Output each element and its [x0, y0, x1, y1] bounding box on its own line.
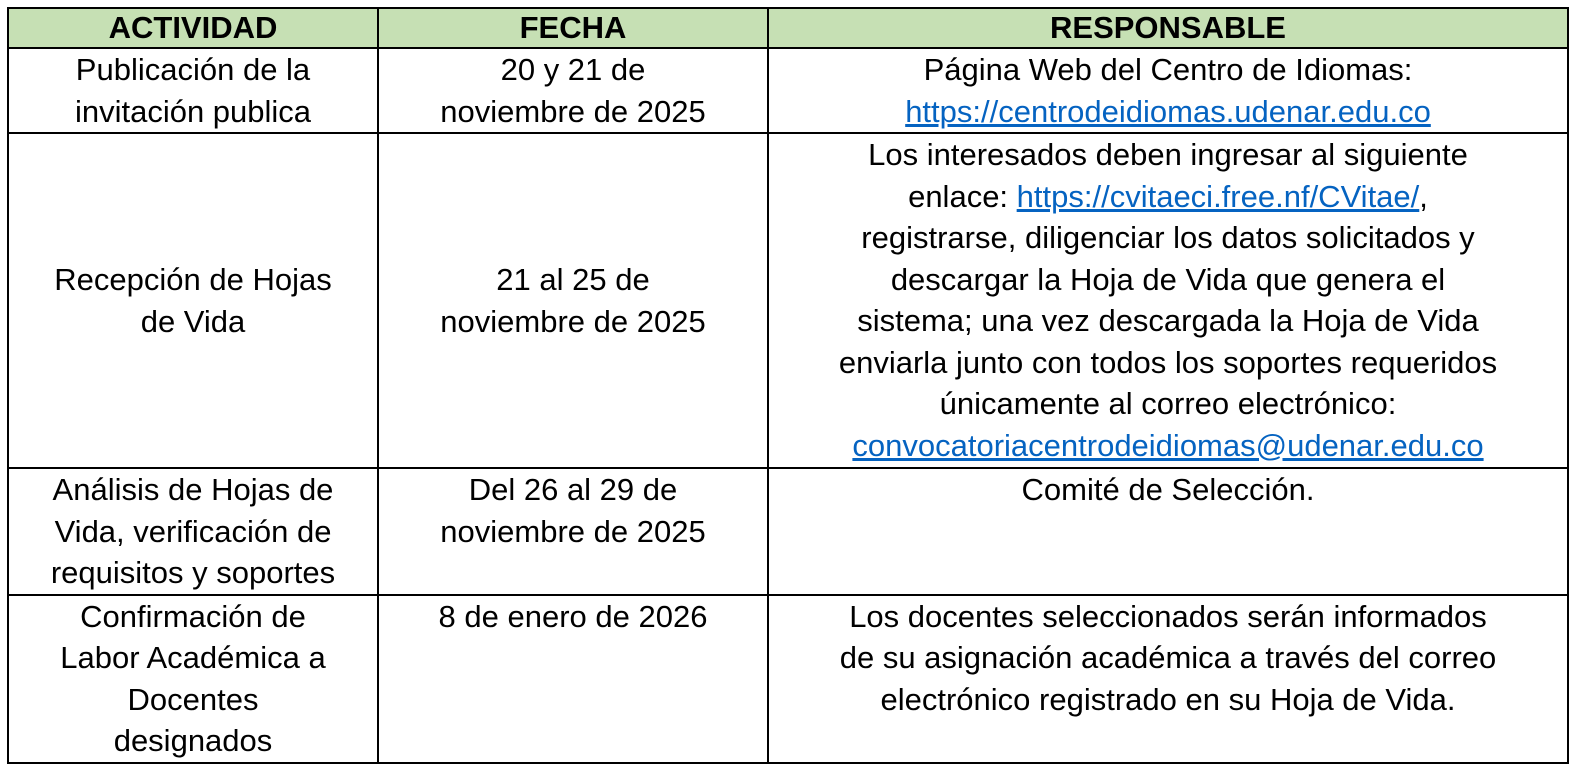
responsable-text: sistema; una vez descargada la Hoja de Vida: [857, 303, 1479, 338]
responsable-text: únicamente al correo electrónico:: [939, 386, 1397, 421]
responsable-cell: [768, 133, 1568, 468]
actividad-text: invitación publica: [74, 93, 312, 129]
actividad-text: Vida, verificación de: [54, 513, 332, 549]
actividad-text: Recepción de Hojas: [54, 262, 332, 297]
responsable-text: registrarse, diligenciar los datos solicitados y: [861, 220, 1475, 255]
responsable-text: Los docentes seleccionados serán informados: [849, 598, 1487, 634]
fecha-text: noviembre de 2025: [440, 303, 706, 339]
actividad-cell: [8, 468, 378, 595]
actividad-text: Análisis de Hojas de: [52, 472, 334, 507]
responsable-cell: [768, 48, 1568, 133]
fecha-cell: [378, 595, 768, 763]
header-responsable: RESPONSABLE: [768, 8, 1568, 48]
schedule-table: [7, 7, 1569, 764]
email-link[interactable]: convocatoriacentrodeidiomas@udenar.edu.co: [852, 427, 1484, 463]
header-row: [8, 8, 1568, 48]
responsable-text: Comité de Selección.: [1021, 472, 1315, 507]
header-actividad: ACTIVIDAD: [8, 8, 378, 48]
table-row: [8, 48, 1568, 133]
fecha-text: noviembre de 2025: [440, 93, 706, 129]
responsable-text: ,: [1419, 178, 1428, 214]
actividad-text: Confirmación de: [80, 598, 306, 634]
responsable-text: descargar la Hoja de Vida que genera el: [890, 261, 1446, 297]
website-link[interactable]: https://centrodeidiomas.udenar.edu.co: [905, 93, 1431, 129]
responsable-text: electrónico registrado en su Hoja de Vida.: [880, 681, 1456, 717]
header-fecha: FECHA: [378, 8, 768, 48]
actividad-cell: [8, 133, 378, 468]
responsable-text: Los interesados deben ingresar al siguiente: [868, 137, 1468, 172]
actividad-cell: [8, 595, 378, 763]
actividad-text: requisitos y soportes: [50, 555, 336, 590]
fecha-cell: [378, 468, 768, 595]
actividad-cell: [8, 48, 378, 133]
fecha-text: noviembre de 2025: [440, 513, 706, 549]
table-row: [8, 595, 1568, 763]
fecha-text: 8 de enero de 2026: [438, 598, 708, 634]
responsable-cell: [768, 468, 1568, 595]
responsable-text: Página Web del Centro de Idiomas:: [923, 52, 1413, 87]
responsable-cell: [768, 595, 1568, 763]
actividad-text: Publicación de la: [75, 52, 311, 87]
responsable-text: de su asignación académica a través del correo: [839, 640, 1497, 675]
cvitae-link[interactable]: https://cvitaeci.free.nf/CVitae/: [1016, 178, 1420, 214]
actividad-text: designados: [113, 723, 273, 758]
fecha-text: Del 26 al 29 de: [468, 472, 678, 507]
fecha-text: 21 al 25 de: [496, 262, 650, 297]
table-row: [8, 468, 1568, 595]
actividad-text: Labor Académica a: [60, 640, 326, 675]
fecha-text: 20 y 21 de: [500, 52, 646, 87]
table-row: [8, 133, 1568, 468]
responsable-text: enlace:: [908, 178, 1017, 214]
responsable-text: enviarla junto con todos los soportes requeridos: [838, 344, 1498, 380]
actividad-text: Docentes: [127, 681, 259, 717]
fecha-cell: [378, 133, 768, 468]
actividad-text: de Vida: [140, 303, 246, 339]
fecha-cell: [378, 48, 768, 133]
